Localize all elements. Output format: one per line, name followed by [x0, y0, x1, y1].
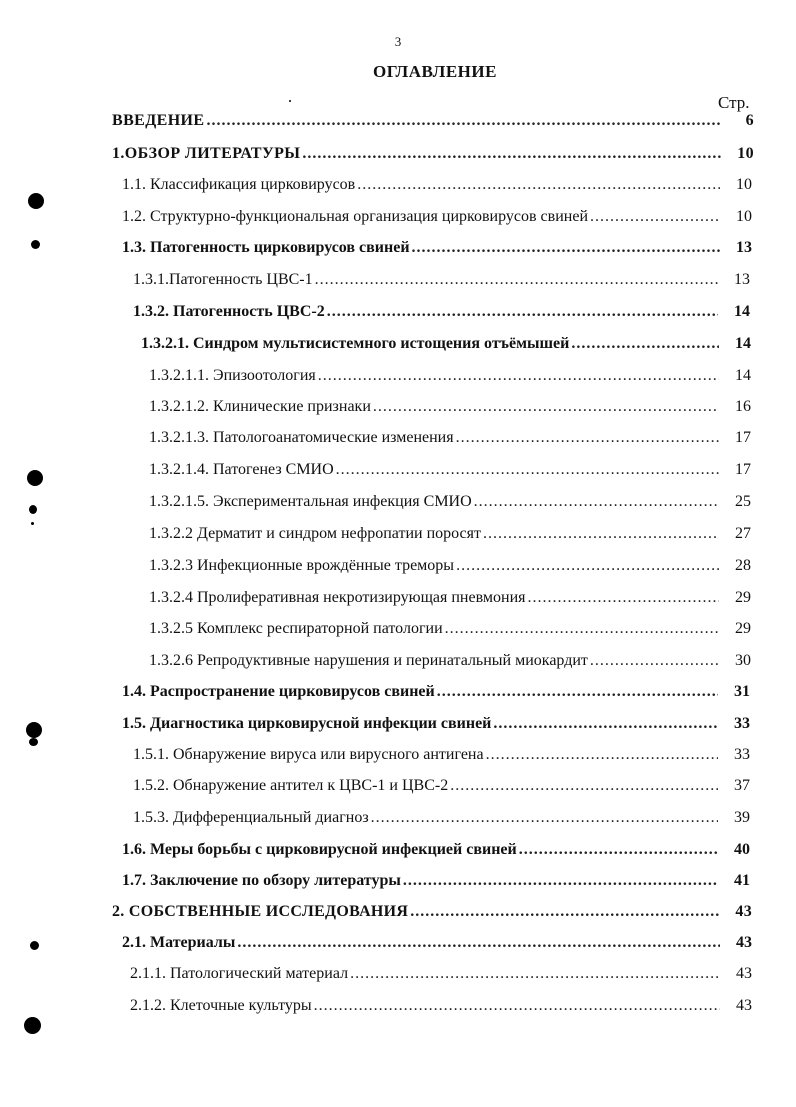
toc-entry-label: 1.3.2. Патогенность ЦВС-2: [133, 303, 325, 320]
toc-leader: [403, 872, 718, 890]
toc-entry-page: 28: [735, 557, 751, 574]
toc-entry[interactable]: [149, 493, 751, 519]
toc-entry-page: 29: [735, 620, 751, 637]
toc-leader: [437, 683, 718, 701]
toc-leader: [590, 208, 720, 226]
toc-entry-label: 1.7. Заключение по обзору литературы: [122, 872, 401, 889]
toc-entry[interactable]: [133, 746, 750, 772]
toc-leader: [318, 367, 719, 385]
toc-leader: [371, 809, 718, 827]
toc-entry[interactable]: [149, 461, 751, 487]
toc-entry-page: 41: [734, 872, 750, 889]
toc-entry-label: 1.3.2.1.2. Клинические признаки: [149, 398, 371, 415]
toc-entry[interactable]: [122, 683, 750, 709]
toc-entry-label: 1.3. Патогенность цирковирусов свиней: [122, 239, 410, 256]
toc-entry[interactable]: [112, 112, 754, 138]
toc-entry-label: 1.3.2.3 Инфекционные врождённые треморы: [149, 557, 455, 574]
toc-entry-label: 1.3.2.1.1. Эпизоотология: [149, 367, 316, 384]
toc-entry-label: 2.1.1. Патологический материал: [130, 965, 349, 982]
toc-leader: [237, 934, 720, 952]
toc-entry-page: 43: [736, 965, 752, 982]
toc-entry-label: 1.3.2.1.3. Патологоанатомические изменения: [149, 429, 454, 446]
toc-entry-page: 25: [735, 493, 751, 510]
toc-leader: [445, 620, 719, 638]
toc-leader: [350, 965, 720, 983]
toc-leader: [410, 903, 720, 921]
punch-hole-mark: [30, 941, 39, 950]
toc-entry[interactable]: [133, 809, 750, 835]
toc-leader: [336, 461, 719, 479]
toc-entry-label: 1.4. Распространение цирковирусов свиней: [122, 683, 435, 700]
toc-entry[interactable]: [122, 208, 752, 234]
toc-leader: [571, 335, 719, 353]
toc-entry[interactable]: [149, 589, 751, 615]
punch-hole-mark: [24, 1017, 41, 1034]
toc-entry-label: 1.3.2.4 Пролиферативная некротизирующая пневмония: [149, 589, 526, 606]
page-number: 3: [394, 34, 402, 49]
toc-entry[interactable]: [149, 367, 751, 393]
scan-speck: [31, 522, 34, 525]
toc-leader: [302, 145, 722, 163]
toc-entry-label: 1.3.1.Патогенность ЦВС-1: [133, 271, 313, 288]
toc-entry[interactable]: [149, 525, 751, 551]
toc-leader: [357, 176, 720, 194]
punch-hole-mark: [28, 193, 44, 209]
toc-entry[interactable]: [133, 777, 750, 803]
toc-entry-page: 37: [734, 777, 750, 794]
toc-entry-page: 43: [736, 997, 752, 1014]
toc-entry-page: 10: [736, 208, 752, 225]
toc-entry[interactable]: [122, 934, 752, 960]
toc-entry-page: 17: [735, 429, 751, 446]
toc-leader: [527, 589, 719, 607]
toc-entry-page: 39: [734, 809, 750, 826]
toc-entry-page: 16: [735, 398, 751, 415]
toc-entry-page: 40: [734, 841, 750, 858]
toc-entry-page: 29: [735, 589, 751, 606]
toc-entry-label: 1.6. Меры борьбы с цирковирусной инфекцией свиней: [122, 841, 517, 858]
toc-entry[interactable]: [133, 303, 750, 329]
toc-entry-label: 1.5.1. Обнаружение вируса или вирусного антигена: [133, 746, 484, 763]
toc-entry[interactable]: [112, 903, 752, 929]
page-column-header: Стр.: [718, 93, 750, 112]
toc-leader: [373, 398, 719, 416]
toc-entry-page: 13: [736, 239, 752, 256]
toc-entry-page: 43: [736, 934, 752, 951]
toc-entry-page: 27: [735, 525, 751, 542]
toc-entry[interactable]: [122, 715, 750, 741]
toc-leader: [327, 303, 718, 321]
toc-entry-page: 31: [734, 683, 750, 700]
toc-entry[interactable]: [149, 429, 751, 455]
toc-leader: [206, 112, 722, 130]
toc-entry-label: 2. СОБСТВЕННЫЕ ИССЛЕДОВАНИЯ: [112, 903, 409, 920]
toc-entry-label: 1.3.2.1.5. Экспериментальная инфекция СМИО: [149, 493, 472, 510]
toc-entry[interactable]: [133, 271, 750, 297]
toc-leader: [486, 746, 718, 764]
page-title: ОГЛАВЛЕНИЕ: [373, 62, 497, 81]
toc-entry[interactable]: [122, 239, 752, 265]
toc-entry-page: 30: [735, 652, 751, 669]
toc-entry[interactable]: [130, 997, 752, 1023]
toc-entry[interactable]: [122, 872, 750, 898]
toc-entry-label: 1.5.3. Дифференциальный диагноз: [133, 809, 369, 826]
toc-entry-label: 1.1. Классификация цирковирусов: [122, 176, 356, 193]
toc-entry-label: 1.3.2.1. Синдром мультисистемного истощения отъёмышей: [141, 335, 570, 352]
toc-entry-page: 33: [734, 746, 750, 763]
toc-entry[interactable]: [122, 176, 752, 202]
toc-leader: [493, 715, 718, 733]
toc-entry-label: 1.5.2. Обнаружение антител к ЦВС-1 и ЦВС-2: [133, 777, 449, 794]
toc-entry-label: 1.3.2.2 Дерматит и синдром нефропатии поросят: [149, 525, 481, 542]
punch-hole-mark: [29, 505, 37, 514]
toc-entry[interactable]: [112, 145, 754, 171]
toc-leader: [314, 997, 720, 1015]
toc-entry-page: 43: [735, 903, 752, 920]
toc-entry-page: 17: [735, 461, 751, 478]
toc-entry-label: 1.3.2.5 Комплекс респираторной патологии: [149, 620, 443, 637]
toc-entry[interactable]: [130, 965, 752, 991]
toc-entry[interactable]: [149, 620, 751, 646]
punch-hole-mark: [29, 738, 38, 746]
punch-hole-mark: [27, 470, 43, 486]
scan-speck: [289, 100, 291, 102]
toc-entry-label: 2.1.2. Клеточные культуры: [130, 997, 312, 1014]
toc-entry-label: 1.5. Диагностика цирковирусной инфекции свиней: [122, 715, 492, 732]
toc-entry-page: 6: [745, 112, 754, 129]
toc-entry-page: 33: [734, 715, 750, 732]
punch-hole-mark: [31, 240, 40, 249]
toc-entry-label: 1.ОБЗОР ЛИТЕРАТУРЫ: [112, 145, 301, 162]
toc-entry-label: 1.3.2.6 Репродуктивные нарушения и перинатальный миокардит: [149, 652, 588, 669]
toc-leader: [483, 525, 719, 543]
toc-entry[interactable]: [141, 335, 751, 361]
toc-entry-label: ВВЕДЕНИЕ: [112, 112, 205, 129]
toc-leader: [590, 652, 719, 670]
toc-entry-label: 2.1. Материалы: [122, 934, 236, 951]
toc-leader: [456, 557, 719, 575]
toc-entry[interactable]: [149, 398, 751, 424]
punch-hole-mark: [26, 722, 42, 738]
toc-entry[interactable]: [149, 652, 751, 678]
toc-entry[interactable]: [122, 841, 750, 867]
toc-leader: [450, 777, 718, 795]
toc-leader: [456, 429, 719, 447]
toc-entry-page: 10: [737, 145, 754, 162]
toc-entry-label: 1.2. Структурно-функциональная организация цирковирусов свиней: [122, 208, 588, 225]
toc-leader: [412, 239, 720, 257]
toc-entry-label: 1.3.2.1.4. Патогенез СМИО: [149, 461, 334, 478]
toc-entry-page: 14: [735, 335, 751, 352]
toc-entry-page: 13: [734, 271, 750, 288]
toc-entry-page: 14: [734, 303, 750, 320]
toc-leader: [315, 271, 718, 289]
toc-leader: [474, 493, 719, 511]
toc-entry[interactable]: [149, 557, 751, 583]
toc-leader: [519, 841, 718, 859]
toc-entry-page: 10: [736, 176, 752, 193]
toc-entry-page: 14: [735, 367, 751, 384]
